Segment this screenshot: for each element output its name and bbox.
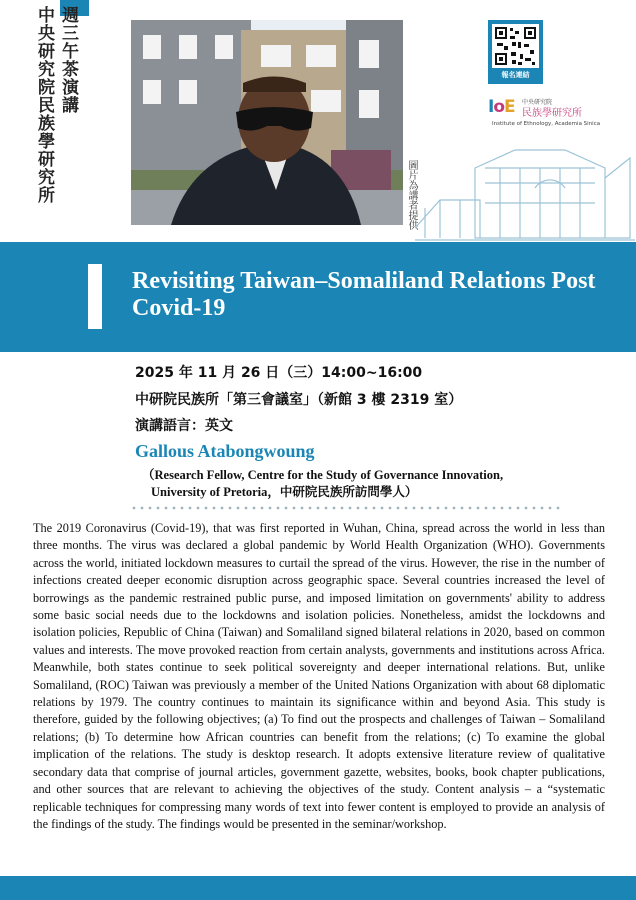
photo-credit: 圖片為講者提供 <box>406 160 417 230</box>
affiliation-line-1: （Research Fellow, Centre for the Study of Governance Innovation, <box>142 468 504 482</box>
talk-date: 2025 年 11 月 26 日（三）14:00~16:00 <box>135 365 423 381</box>
registration-link-label[interactable]: 報名連結 <box>501 71 530 79</box>
footer-band <box>0 876 636 900</box>
talk-language: 演講語言：英文 <box>135 418 233 434</box>
logo-english-label: Institute of Ethnology, Academia Sinica <box>492 121 601 127</box>
abstract-text: The 2019 Coronavirus (Covid-19), that was first reported in Wuhan, China, spread across the world in less than three months. The virus was declared a global pandemic by World Health Organization (WHO). Governments across the world, initiated lockdown measures to curtail the spread of the virus. However, the rise in the number of infections created deeper economic disruption across geographic space. Several countries increased the level of borrowings as the pandemic restrained public purse, and imposed limitation on governments' ability to address some basic social needs due to the lockdowns and isolation policies. Nonetheless, amidst the lockdowns and isolation policies, Republic of China (Taiwan) and Somaliland signed bilateral relations in 2020, based on common values and interests. The move provoked reaction from certain analysts, governments and institutions across Africa. Meanwhile, both states continue to seek political sovereignty and deeper international relations. But, unlike Somaliland, (ROC) Taiwan was previously a member of the United Nations Organization with about 68 diplomatic relations by 1979. The country continues to maintain its significance within and beyond Asia. This study is therefore, guided by the following objectives; (a) To find out the prospects and challenges of Taiwan – Somaliland relations; (b) To determine how African countries can benefit from the relations; (c) To examine the global implication of the relations. The study is desktop research. It adopts extensive literature review of qualitative secondary data that comprise of journal articles, government gazette, websites, books, book chapter publications, and other sources that are relevant to achieving the objectives of the study. Content analysis – a “systematic replicable techniques for compressing many words of text into fewer content is employed to provide an analysis of the findings of the study. The findings would be presented in the seminar/workshop. <box>33 521 605 831</box>
ioe-logo: IoE <box>488 97 515 117</box>
speaker-name: Gallous Atabongwoung <box>135 441 315 461</box>
institute-name: 中央研究院民族學研究所 <box>34 6 54 204</box>
talk-title: Revisiting Taiwan–Somaliland Relations Post Covid-19 <box>132 268 596 321</box>
series-title: 週三午茶演講 <box>58 6 78 114</box>
logo-institute-label: 民族學研究所 <box>522 108 582 119</box>
title-band-bar <box>88 264 102 329</box>
talk-venue: 中研院民族所「第三會議室」（新館 3 樓 2319 室） <box>135 392 463 408</box>
qr-code-icon[interactable] <box>492 24 539 68</box>
affiliation-line-2: University of Pretoria，中研院民族所訪問學人） <box>151 485 418 499</box>
building-illustration <box>415 128 635 243</box>
speaker-photo <box>131 20 403 225</box>
logo-academia-label: 中央研究院 <box>522 99 553 106</box>
dotted-divider <box>130 506 560 510</box>
speaker-affiliation <box>142 467 612 501</box>
